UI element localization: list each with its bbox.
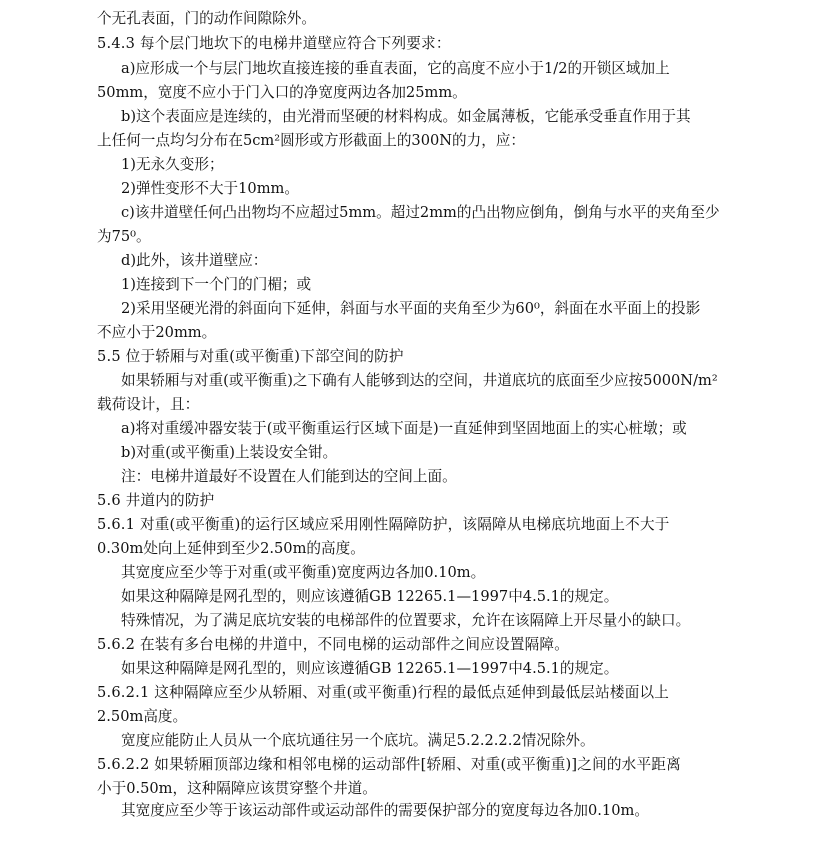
note-line: 注：电梯井道最好不设置在人们能到达的空间上面。 bbox=[121, 468, 457, 485]
text-line: 特殊情况，为了满足底坑安装的电梯部件的位置要求，允许在该隔障上开尽量小的缺口。 bbox=[121, 612, 691, 629]
text-line: c)该井道壁任何凸出物均不应超过5mm。超过2mm的凸出物应倒角，倒角与水平的夹角至少 bbox=[121, 204, 720, 221]
text-line: 2)弹性变形不大于10mm。 bbox=[121, 180, 299, 197]
text-line: 其宽度应至少等于该运动部件或运动部件的需要保护部分的宽度每边各加0.10m。 bbox=[121, 802, 649, 819]
text-line: 如果这种隔障是网孔型的，则应该遵循GB 12265.1—1997中4.5.1的规定。 bbox=[121, 660, 619, 677]
text-line: 上任何一点均匀分布在5cm²圆形或方形截面上的300N的力，应： bbox=[97, 132, 526, 149]
text-line: d)此外，该井道壁应： bbox=[121, 252, 268, 269]
text-line: b)这个表面应是连续的，由光滑而坚硬的材料构成。如金属薄板，它能承受垂直作用于其 bbox=[121, 108, 691, 125]
text-line: 2)采用坚硬光滑的斜面向下延伸，斜面与水平面的夹角至少为60⁰，斜面在水平面上的投影 bbox=[121, 300, 701, 317]
text-line: 小于0.50m，这种隔障应该贯穿整个井道。 bbox=[97, 780, 377, 797]
section-heading: 5.5 位于轿厢与对重(或平衡重)下部空间的防护 bbox=[97, 348, 404, 365]
text-line: 宽度应能防止人员从一个底坑通往另一个底坑。满足5.2.2.2.2情况除外。 bbox=[121, 732, 595, 749]
text-line: 1)无永久变形； bbox=[121, 156, 224, 173]
text-line: b)对重(或平衡重)上装设安全钳。 bbox=[121, 444, 338, 461]
text-line: 其宽度应至少等于对重(或平衡重)宽度两边各加0.10m。 bbox=[121, 564, 486, 581]
text-line: 50mm，宽度不应小于门入口的净宽度两边各加25mm。 bbox=[97, 84, 467, 101]
text-line: a)应形成一个与层门地坎直接连接的垂直表面，它的高度不应小于1/2的开锁区域加上 bbox=[121, 60, 670, 77]
section-heading: 5.6.2 在装有多台电梯的井道中，不同电梯的运动部件之间应设置隔障。 bbox=[97, 636, 569, 653]
text-line: 1)连接到下一个门的门楣；或 bbox=[121, 276, 312, 293]
text-line: 个无孔表面，门的动作间隙除外。 bbox=[97, 10, 316, 27]
section-heading: 5.4.3 每个层门地坎下的电梯井道壁应符合下列要求： bbox=[97, 35, 451, 52]
section-heading: 5.6.1 对重(或平衡重)的运行区域应采用刚性隔障防护，该隔障从电梯底坑地面上不大于 bbox=[97, 516, 670, 533]
text-line: 为75⁰。 bbox=[97, 228, 151, 245]
text-line: 0.30m处向上延伸到至少2.50m的高度。 bbox=[97, 540, 365, 557]
text-line: a)将对重缓冲器安装于(或平衡重运行区域下面是)一直延伸到坚固地面上的实心桩墩；或 bbox=[121, 420, 687, 437]
text-line: 载荷设计，且： bbox=[97, 396, 200, 413]
text-line: 2.50m高度。 bbox=[97, 708, 188, 725]
section-heading: 5.6.2.2 如果轿厢顶部边缘和相邻电梯的运动部件[轿厢、对重(或平衡重)]之间的水平距离 bbox=[97, 756, 681, 773]
text-line: 如果这种隔障是网孔型的，则应该遵循GB 12265.1—1997中4.5.1的规定。 bbox=[121, 588, 619, 605]
text-line: 不应小于20mm。 bbox=[97, 324, 217, 341]
section-heading: 5.6.2.1 这种隔障应至少从轿厢、对重(或平衡重)行程的最低点延伸到最低层站楼面以上 bbox=[97, 684, 670, 701]
section-heading: 5.6 井道内的防护 bbox=[97, 492, 215, 509]
text-line: 如果轿厢与对重(或平衡重)之下确有人能够到达的空间，井道底坑的底面至少应按5000N/m² bbox=[121, 372, 718, 389]
